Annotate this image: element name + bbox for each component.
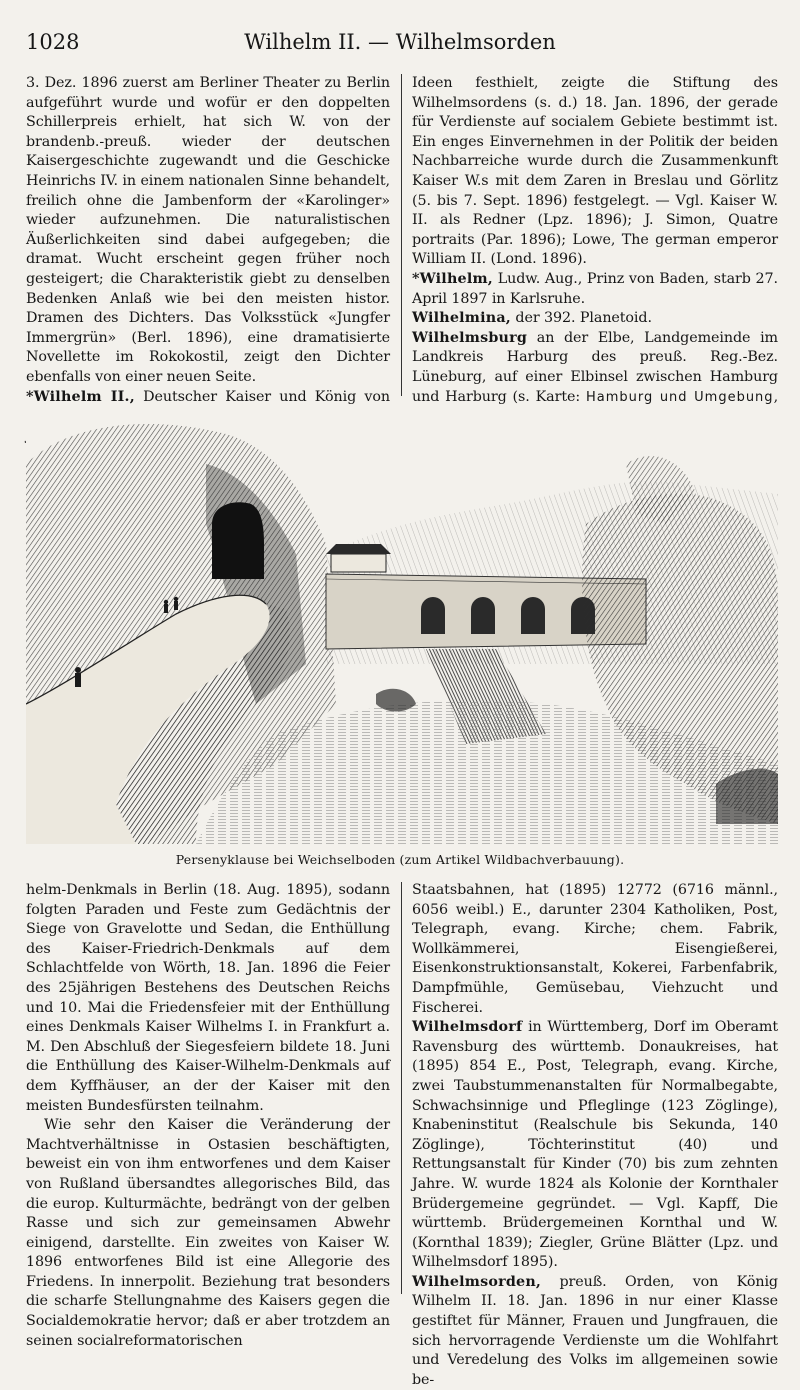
entry-wilhelmina bbox=[412, 309, 778, 329]
cross-reference-link[interactable]: Hamburg und Umgebung bbox=[585, 389, 774, 405]
headword: Wilhelmsdorf bbox=[412, 1019, 523, 1036]
column-bottom-right bbox=[412, 881, 778, 1390]
entry-wilhelmsdorf bbox=[412, 1018, 778, 1273]
page-header bbox=[26, 30, 774, 60]
paragraph: 3. Dez. 1896 zuerst am Berliner Theater zu Berlin aufgeführt wurde und wofür er den doppelten Schillerpreis erhielt, hat sich W. von der brandenb.-preuß. wieder der deutschen Kaisergeschichte zugewandt und die Geschicke Heinrichs IV. in einem nationalen Sinne behandelt, freilich ohne die Jambenform der «Karolinger» wieder aufzunehmen. Die naturalistischen Äußerlichkeiten sind dabei aufgegeben; die dramat. Wucht erscheint gegen früher noch gesteigert; die Charakteristik giebt zu denselben Bedenken Anlaß wie bei den meisten histor. Dramen des Dichters. Das Volksstück «Jungfer Immergrün» (Berl. 1896), eine dramatisierte Novellette im Rokokostil, zeigt den Dichter ebenfalls von einer neuen Seite. bbox=[26, 75, 390, 385]
entry-text: Ludw. Aug., Prinz von Baden, starb 27. April 1897 in Karlsruhe. bbox=[412, 270, 778, 307]
entry-wilhelmsorden bbox=[412, 1273, 778, 1390]
entry-text: in Württemberg, Dorf im Oberamt Ravensburg des württemb. Donaukreises, hat (1895) 854 E., Post, Telegraph, evang. Kirche, zwei Taubstummenanstalten für Normalbegabte, Schwachsinnige und Pfleglinge (123 Zöglinge), Knabeninstitut (Realschule bis Sekunda, 140 Zöglinge), Töchterinstitut (40) und Rettungsanstalt für Kinder (70) bis zum zehnten Jahre. W. wurde 1824 als Kolonie der Kornthaler Brüdergemeine gegründet. — Vgl. Kapff, Die württemb. Brüdergemeinen Kornthal und W. (Kornthal 1839); Ziegler, Grüne Blätter (Lpz. und Wilhelmsdorf 1895). bbox=[412, 1019, 778, 1271]
entry-text: , bbox=[773, 388, 779, 405]
paragraph: Staatsbahnen, hat (1895) 12772 (6716 männl., 6056 weibl.) E., darunter 2304 Katholiken, Post, Telegraph, evang. Kirche; chem. Fabrik, Wollkämmerei, Eisengießerei, Eisenkonstruktionsanstalt, Kokerei, Farbenfabrik, Dampfmühle, Gemüsebau, Viehzucht und Fischerei. bbox=[412, 882, 778, 1016]
headword: Wilhelmsorden, bbox=[412, 1273, 542, 1290]
entry-text: der 392. Planetoid. bbox=[510, 310, 652, 327]
entry-text: Deutscher Kaiser und König von bbox=[143, 388, 390, 405]
headword: Wilhelmsburg bbox=[412, 329, 528, 346]
running-title: Wilhelm II. — Wilhelmsorden bbox=[244, 30, 556, 54]
headword: Wilhelmina, bbox=[412, 310, 511, 327]
column-bottom-left bbox=[26, 881, 390, 1351]
headword: *Wilhelm, bbox=[412, 270, 493, 287]
headword: *Wilhelm II., bbox=[26, 388, 135, 405]
entry-wilhelm-baden bbox=[412, 270, 778, 309]
paragraph: helm-Denkmals in Berlin (18. Aug. 1895), sodann folgten Paraden und Feste zum Gedächtnis der Siege von Gravelotte und Sedan, die Enthüllung des Kaiser-Friedrich-Denkmals auf dem Schlachtfelde von Wörth, 18. Jan. 1896 die Feier des 25jährigen Bestehens des Deutschen Reichs und 10. Mai die Friedensfeier mit der Enthüllung eines Denkmals Kaiser Wilhelms I. in Frankfurt a. M. Den Abschluß der Siegesfeiern bildete 18. Juni die Enthüllung des Kaiser-Wilhelm-Denkmals auf dem Kyffhäuser, an der der Kaiser mit den meisten Bundesfürsten teilnahm. bbox=[26, 882, 390, 1114]
engraving-illustration bbox=[26, 404, 778, 844]
figure-caption: Persenyklause bei Weichselboden (zum Artikel Wildbachverbauung). bbox=[175, 852, 625, 867]
entry-text: preuß. Orden, von König Wilhelm II. 18. Jan. 1896 in nur einer Klasse gestiftet für Männer, Frauen und Jungfrauen, die sich hervorragende Verdienste um die Wohlfahrt und Veredelung des Volks im allgemeinen sowie be- bbox=[412, 1273, 778, 1388]
column-divider bbox=[401, 882, 402, 1294]
page-number: 1028 bbox=[26, 30, 80, 54]
paragraph: Wie sehr den Kaiser die Veränderung der Machtverhältnisse in Ostasien beschäftigten, beweist ein von ihm entworfenes und dem Kaiser von Rußland übersandtes allegorisches Bild, das die europ. Kulturmächte, bedrängt von der gelben Rasse und sich zur gemeinsamen Abwehr einigend, darstellte. Ein zweites von Kaiser W. 1896 entworfenes Bild ist eine Allegorie des Friedens. In innerpolit. Beziehung trat besonders die scharfe Stellungnahme des Kaisers gegen die Socialdemokratie hervor; daß er aber trotzdem an seinen socialreformatorischen bbox=[26, 1117, 390, 1349]
paragraph: Ideen festhielt, zeigte die Stiftung des Wilhelmsordens (s. d.) 18. Jan. 1896, der gerade für Verdienste auf socialem Gebiete bestimmt ist. Ein enges Einvernehmen in der Politik der beiden Nachbarreiche wurde durch die Zusammenkunft Kaiser W.s mit dem Zaren in Breslau und Görlitz (5. bis 7. Sept. 1896) festgelegt. — Vgl. Kaiser W. II. als Redner (Lpz. 1896); J. Simon, Quatre portraits (Par. 1896); Lowe, The german emperor William II. (Lond. 1896). bbox=[412, 75, 778, 268]
entry-text: an der Elbe, Landgemeinde im Landkreis Harburg des preuß. Reg.-Bez. Lüneburg, auf einer Elbinsel zwischen Hamburg und Harburg (s. Karte: bbox=[412, 329, 778, 405]
column-top-right bbox=[412, 74, 778, 427]
column-divider bbox=[401, 74, 402, 396]
engraving-dam-illustration bbox=[26, 404, 778, 844]
